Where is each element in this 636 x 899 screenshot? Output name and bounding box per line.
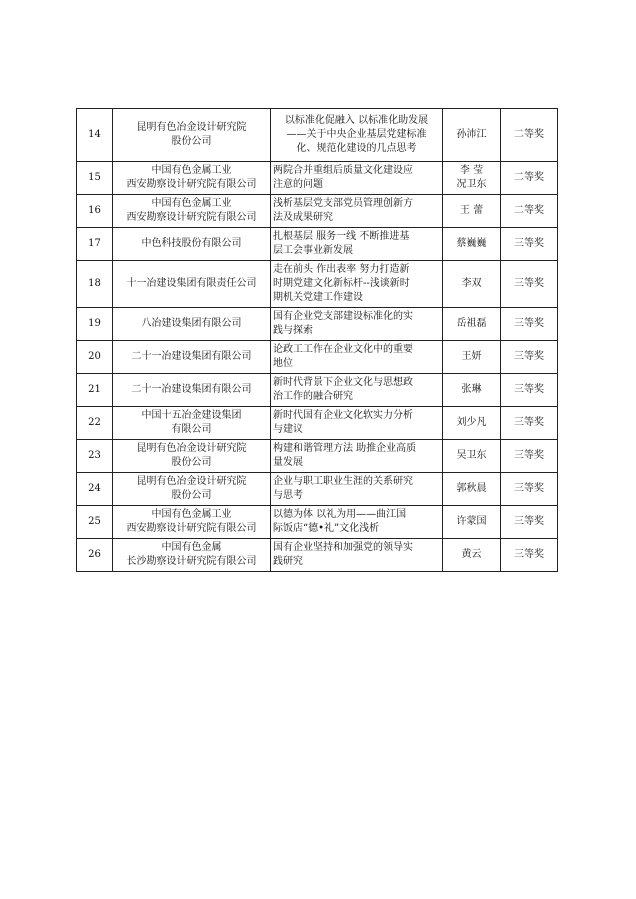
paper-title-line: 浅析基层党支部党员管理创新方 <box>273 198 413 209</box>
paper-title-line: 践研究 <box>273 556 303 567</box>
award-level: 三等奖 <box>501 374 558 407</box>
organization-cell <box>113 308 271 341</box>
paper-title-cell <box>271 162 443 195</box>
organization-line: 中国有色金属 <box>161 542 222 553</box>
paper-title-line: 与思考 <box>273 490 303 501</box>
award-level: 三等奖 <box>501 261 558 308</box>
award-level: 二等奖 <box>501 162 558 195</box>
paper-title-cell <box>271 374 443 407</box>
table-row <box>77 506 558 539</box>
row-number: 15 <box>77 162 113 195</box>
award-level: 三等奖 <box>501 407 558 440</box>
row-number: 24 <box>77 473 113 506</box>
paper-title-line: 两院合并重组后质量文化建设应 <box>273 165 413 176</box>
organization-line: 八冶建设集团有限公司 <box>141 318 242 329</box>
paper-title-line: 企业与职工职业生涯的关系研究 <box>273 476 413 487</box>
author-cell <box>443 374 501 407</box>
table-row <box>77 539 558 572</box>
paper-title-cell <box>271 228 443 261</box>
awards-table-body <box>77 109 558 572</box>
paper-title-line: 新时代国有企业文化软实力分析 <box>273 410 413 421</box>
paper-title-line: 法及成果研究 <box>273 212 333 223</box>
organization-line: 中国十五冶金建设集团 <box>141 410 242 421</box>
table-row <box>77 195 558 228</box>
paper-title-cell <box>271 539 443 572</box>
author-name: 岳祖磊 <box>456 318 487 329</box>
author-cell <box>443 506 501 539</box>
paper-title-cell <box>271 473 443 506</box>
table-row <box>77 440 558 473</box>
paper-title-line: 走在前头 作出表率 努力打造新 <box>273 264 410 275</box>
table-row <box>77 261 558 308</box>
paper-title-line: 论政工工作在企业文化中的重要 <box>273 344 413 355</box>
author-cell <box>443 308 501 341</box>
organization-line: 二十一冶建设集团有限公司 <box>131 351 252 362</box>
organization-cell <box>113 109 271 162</box>
organization-line: 中国有色金属工业 <box>151 198 232 209</box>
row-number: 20 <box>77 341 113 374</box>
organization-line: 西安勘察设计研究院有限公司 <box>126 179 257 190</box>
paper-title-cell <box>271 506 443 539</box>
row-number: 19 <box>77 308 113 341</box>
author-cell <box>443 407 501 440</box>
author-cell <box>443 162 501 195</box>
organization-line: 西安勘察设计研究院有限公司 <box>126 523 257 534</box>
author-name: 况卫东 <box>456 179 487 190</box>
paper-title-line: ——关于中央企业基层党建标准 <box>286 129 427 140</box>
row-number: 23 <box>77 440 113 473</box>
award-level: 三等奖 <box>501 539 558 572</box>
organization-cell <box>113 506 271 539</box>
paper-title-cell <box>271 195 443 228</box>
award-level: 三等奖 <box>501 506 558 539</box>
table-row <box>77 374 558 407</box>
paper-title-line: 地位 <box>273 358 293 369</box>
table-row <box>77 407 558 440</box>
table-row <box>77 228 558 261</box>
paper-title-cell <box>271 341 443 374</box>
award-level: 三等奖 <box>501 473 558 506</box>
author-name: 吴卫东 <box>456 450 487 461</box>
table-row <box>77 109 558 162</box>
paper-title-line: 扎根基层 服务一线 不断推进基 <box>273 231 410 242</box>
paper-title-line: 与建议 <box>273 424 303 435</box>
author-name: 许蒙国 <box>456 516 487 527</box>
author-cell <box>443 261 501 308</box>
paper-title-line: 以德为体 以礼为用——曲江国 <box>273 509 407 520</box>
award-level: 三等奖 <box>501 228 558 261</box>
paper-title-line: 量发展 <box>273 457 303 468</box>
row-number: 14 <box>77 109 113 162</box>
organization-line: 股份公司 <box>171 136 212 147</box>
author-cell <box>443 539 501 572</box>
organization-line: 有限公司 <box>171 424 212 435</box>
organization-cell <box>113 374 271 407</box>
organization-line: 十一冶建设集团有限责任公司 <box>126 278 257 289</box>
organization-cell <box>113 162 271 195</box>
awards-table <box>76 108 558 572</box>
author-name: 郭秋晨 <box>456 483 487 494</box>
paper-title-line: 新时代背景下企业文化与思想政 <box>273 377 413 388</box>
author-cell <box>443 109 501 162</box>
row-number: 21 <box>77 374 113 407</box>
paper-title-cell <box>271 407 443 440</box>
author-name: 黄云 <box>461 549 482 560</box>
organization-line: 西安勘察设计研究院有限公司 <box>126 212 257 223</box>
organization-cell <box>113 195 271 228</box>
organization-line: 昆明有色冶金设计研究院 <box>136 476 247 487</box>
author-name: 王 蕾 <box>459 205 484 216</box>
organization-line: 中国有色金属工业 <box>151 509 232 520</box>
organization-line: 股份公司 <box>171 457 212 468</box>
organization-line: 中国有色金属工业 <box>151 165 232 176</box>
paper-title-line: 注意的问题 <box>273 179 323 190</box>
organization-line: 股份公司 <box>171 490 212 501</box>
author-cell <box>443 195 501 228</box>
author-name: 王妍 <box>461 351 482 362</box>
paper-title-line: 国有企业党支部建设标准化的实 <box>273 311 413 322</box>
row-number: 25 <box>77 506 113 539</box>
organization-cell <box>113 341 271 374</box>
organization-cell <box>113 539 271 572</box>
table-row <box>77 308 558 341</box>
paper-title-line: 际饭店“德•礼”文化浅析 <box>273 523 380 534</box>
paper-title-line: 践与探索 <box>273 325 313 336</box>
author-cell <box>443 473 501 506</box>
paper-title-cell <box>271 261 443 308</box>
author-name: 李双 <box>461 278 482 289</box>
author-name: 张琳 <box>461 384 482 395</box>
paper-title-line: 构建和谐管理方法 助推企业高质 <box>273 443 417 454</box>
author-name: 蔡巍巍 <box>456 238 487 249</box>
row-number: 18 <box>77 261 113 308</box>
row-number: 16 <box>77 195 113 228</box>
organization-cell <box>113 261 271 308</box>
paper-title-line: 以标准化促融入 以标准化助发展 <box>284 115 429 126</box>
row-number: 26 <box>77 539 113 572</box>
award-level: 二等奖 <box>501 109 558 162</box>
author-cell <box>443 228 501 261</box>
award-level: 三等奖 <box>501 308 558 341</box>
paper-title-cell <box>271 308 443 341</box>
award-level: 二等奖 <box>501 195 558 228</box>
author-cell <box>443 440 501 473</box>
paper-title-line: 化、规范化建设的几点思考 <box>296 143 417 154</box>
author-name: 刘少凡 <box>456 417 487 428</box>
paper-title-line: 国有企业坚持和加强党的领导实 <box>273 542 413 553</box>
author-name: 孙沛江 <box>456 129 487 140</box>
row-number: 17 <box>77 228 113 261</box>
award-level: 三等奖 <box>501 440 558 473</box>
organization-cell <box>113 440 271 473</box>
organization-cell <box>113 228 271 261</box>
author-cell <box>443 341 501 374</box>
paper-title-cell <box>271 440 443 473</box>
author-name: 李 莹 <box>459 165 484 176</box>
row-number: 22 <box>77 407 113 440</box>
organization-line: 昆明有色冶金设计研究院 <box>136 122 247 133</box>
paper-title-line: 期机关党建工作建设 <box>273 292 363 303</box>
organization-cell <box>113 407 271 440</box>
organization-line: 二十一冶建设集团有限公司 <box>131 384 252 395</box>
table-row <box>77 473 558 506</box>
paper-title-cell <box>271 109 443 162</box>
organization-line: 中色科技股份有限公司 <box>141 238 242 249</box>
organization-cell <box>113 473 271 506</box>
paper-title-line: 治工作的融合研究 <box>273 391 353 402</box>
paper-title-line: 层工会事业新发展 <box>273 245 353 256</box>
table-row <box>77 162 558 195</box>
organization-line: 昆明有色冶金设计研究院 <box>136 443 247 454</box>
organization-line: 长沙勘察设计研究院有限公司 <box>126 556 257 567</box>
paper-title-line: 时期党建文化新标杆--浅谈新时 <box>273 278 410 289</box>
table-row <box>77 341 558 374</box>
award-level: 三等奖 <box>501 341 558 374</box>
